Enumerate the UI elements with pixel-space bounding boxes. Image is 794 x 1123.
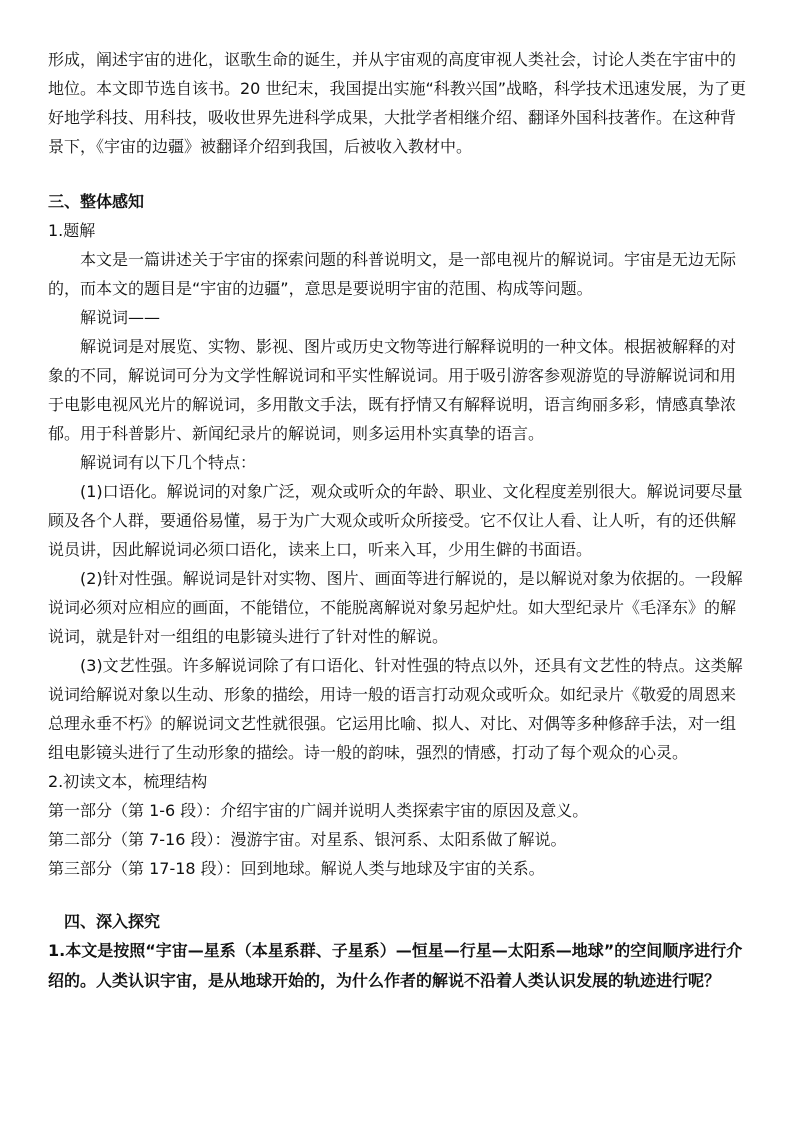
commentary-definition-paragraph: 解说词是对展览、实物、影视、图片或历史文物等进行解释说明的一种文体。根据被解释的对象的不同，解说词可分为文学性解说词和平实性解说词。用于吸引游客参观游览的导游解说词和用于电影电视风光片的解说词，多用散文手法，既有抒情又有解释说明，语言绚丽多彩，情感真挚浓郁。用于科普影片、新闻纪录片的解说词，则多运用朴实真挚的语言。: [48, 337, 737, 443]
background-paragraph: 形成，阐述宇宙的进化，讴歌生命的诞生，并从宇宙观的高度审视人类社会，讨论人类在宇宙中的地位。本文即节选自该书。20 世纪末，我国提出实施“科教兴国”战略，科学技术迅速发展，为了更好地学科技、用科技，吸收世界先进科学成果，大批学者相继介绍、翻译外国科技著作。在这种背景下，《宇宙的边疆》被翻译介绍到我国，后被收入教材中。: [48, 50, 747, 156]
feature-colloquial: (1)口语化。解说词的对象广泛，观众或听众的年龄、职业、文化程度差别很大。解说词要尽量顾及各个人群，要通俗易懂，易于为广大观众或听众所接受。它不仅让人看、让人听，有的还供解说员讲，因此解说词必须口语化，读来上口，听来入耳，少用生僻的书面语。: [48, 482, 743, 559]
spacer: [48, 161, 748, 187]
structure-part-2: 第二部分（第 7-16 段）：漫游宇宙。对星系、银河系、太阳系做了解说。: [48, 830, 567, 849]
features-intro: 解说词有以下几个特点：: [80, 453, 257, 472]
section-4-heading: 四、深入探究: [64, 912, 161, 931]
structure-part-3: 第三部分（第 17-18 段）：回到地球。解说人类与地球及宇宙的关系。: [48, 859, 545, 878]
subheading-structure: 2.初读文本，梳理结构: [48, 772, 208, 791]
title-explanation-paragraph: 本文是一篇讲述关于宇宙的探索问题的科普说明文，是一部电视片的解说词。宇宙是无边无际的，而本文的题目是“宇宙的边疆”，意思是要说明宇宙的范围、构成等问题。: [48, 250, 737, 298]
document-page: [48, 45, 748, 996]
section-3-heading: 三、整体感知: [48, 192, 145, 211]
commentary-term: 解说词——: [80, 308, 161, 327]
structure-part-1: 第一部分（第 1-6 段）：介绍宇宙的广阔并说明人类探索宇宙的原因及意义。: [48, 801, 589, 820]
feature-literary: (3)文艺性强。许多解说词除了有口语化、针对性强的特点以外，还具有文艺性的特点。这类解说词给解说对象以生动、形象的描绘，用诗一般的语言打动观众或听众。如纪录片《敬爱的周恩来总理永垂不朽》的解说词文艺性就很强。它运用比喻、拟人、对比、对偶等多种修辞手法，对一组组电影镜头进行了生动形象的描绘。诗一般的韵味，强烈的情感，打动了每个观众的心灵。: [48, 656, 743, 762]
subheading-title-explanation: 1.题解: [48, 221, 96, 240]
spacer: [48, 883, 748, 907]
feature-targeted: (2)针对性强。解说词是针对实物、图片、画面等进行解说的，是以解说对象为依据的。一段解说词必须对应相应的画面，不能错位，不能脱离解说对象另起炉灶。如大型纪录片《毛泽东》的解说词，就是针对一组组的电影镜头进行了针对性的解说。: [48, 569, 743, 646]
question-1: 1.本文是按照“宇宙—星系（本星系群、子星系）—恒星—行星—太阳系—地球”的空间顺序进行介绍的。人类认识宇宙，是从地球开始的，为什么作者的解说不沿着人类认识发展的轨迹进行呢？: [48, 941, 743, 990]
